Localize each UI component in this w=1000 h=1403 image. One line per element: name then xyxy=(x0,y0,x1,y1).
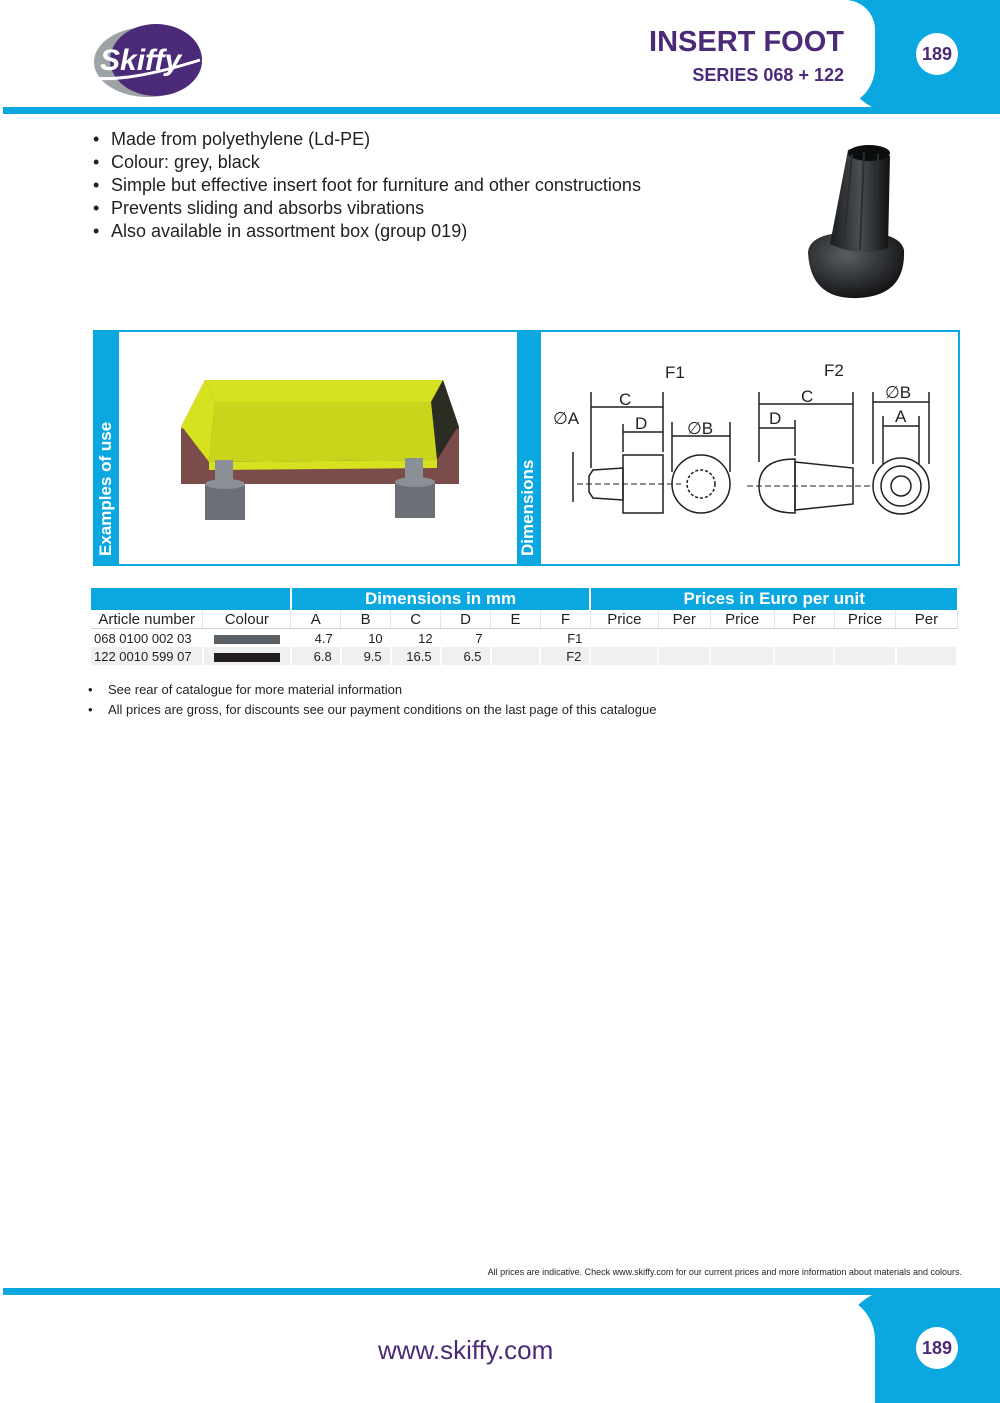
col-header: F xyxy=(540,610,590,629)
feature-item: • Made from polyethylene (Ld-PE) xyxy=(93,128,641,151)
feature-item: • Simple but effective insert foot for furniture and other constructions xyxy=(93,174,641,197)
dim-b: 9.5 xyxy=(341,647,391,665)
dim-a: 6.8 xyxy=(291,647,341,665)
label-a-f2: A xyxy=(895,407,907,426)
dim-e xyxy=(491,629,541,648)
colour-swatch xyxy=(214,653,280,662)
per-cell xyxy=(658,647,710,665)
skiffy-logo[interactable] xyxy=(90,20,210,100)
col-header: C xyxy=(391,610,441,629)
col-header: D xyxy=(441,610,491,629)
col-header: Per xyxy=(774,610,834,629)
page-title: INSERT FOOT xyxy=(649,26,844,58)
example-tray-illustration xyxy=(175,372,465,522)
price-cell xyxy=(590,647,658,665)
col-header: B xyxy=(341,610,391,629)
note-item: • See rear of catalogue for more material information xyxy=(88,680,656,700)
price-cell xyxy=(834,647,896,665)
feature-item: • Also available in assortment box (group 019) xyxy=(93,220,641,243)
feature-item: • Colour: grey, black xyxy=(93,151,641,174)
col-header: Price xyxy=(834,610,896,629)
colour-swatch xyxy=(214,635,280,644)
dim-f: F1 xyxy=(567,630,583,646)
note-item: • All prices are gross, for discounts see our payment conditions on the last page of this catalogue xyxy=(88,700,656,720)
dim-e xyxy=(491,647,541,665)
per-cell xyxy=(774,647,834,665)
dimension-drawings xyxy=(541,352,959,542)
col-header: E xyxy=(491,610,541,629)
col-header: Per xyxy=(896,610,957,629)
dim-f: F2 xyxy=(540,647,590,665)
footer-area xyxy=(560,1295,875,1403)
price-cell xyxy=(710,629,774,648)
dim-c: 12 xyxy=(418,630,433,646)
label-c-f2: C xyxy=(801,387,814,406)
price-cell xyxy=(834,629,896,648)
colour-cell xyxy=(203,629,291,648)
dim-d: 7 xyxy=(475,630,483,646)
logo-text: Skiffy xyxy=(100,44,182,77)
table-column-headers xyxy=(91,610,957,629)
header-bar xyxy=(3,107,1000,114)
dim-d: 6.5 xyxy=(441,647,491,665)
examples-label-bar xyxy=(95,332,119,564)
table-group-prices: Prices in Euro per unit xyxy=(590,588,957,610)
table-row[interactable] xyxy=(91,647,957,665)
per-cell xyxy=(774,629,834,648)
footer-url-link[interactable]: www.skiffy.com xyxy=(378,1335,554,1365)
price-disclaimer: All prices are indicative. Check www.skiffy.com for our current prices and more information about materials and colours. xyxy=(487,1267,962,1277)
price-cell xyxy=(590,629,658,648)
table-group-dimensions: Dimensions in mm xyxy=(291,588,591,610)
notes-list xyxy=(88,680,656,719)
per-cell xyxy=(896,629,957,648)
col-header: Article number xyxy=(91,610,203,629)
dim-a: 4.7 xyxy=(314,630,333,646)
dimensions-label: Dimensions xyxy=(518,459,537,556)
article-table xyxy=(91,588,958,665)
table-header-blank xyxy=(91,588,291,610)
per-cell xyxy=(658,629,710,648)
dimensions-label-bar xyxy=(517,332,541,564)
col-header: A xyxy=(291,610,341,629)
label-dia-a: ∅A xyxy=(553,409,580,428)
label-f1: F1 xyxy=(665,363,685,382)
page-subtitle: SERIES 068 + 122 xyxy=(692,65,844,85)
examples-dimensions-panel xyxy=(93,330,960,566)
price-cell xyxy=(710,647,774,665)
dim-b: 10 xyxy=(368,630,383,646)
label-dia-b-f2: ∅B xyxy=(885,383,912,402)
feature-item: • Prevents sliding and absorbs vibrations xyxy=(93,197,641,220)
article-number: 068 0100 002 03 xyxy=(94,630,192,646)
label-d-f1: D xyxy=(635,414,648,433)
article-number: 122 0010 599 07 xyxy=(91,647,203,665)
feature-list xyxy=(93,128,641,243)
colour-cell xyxy=(203,647,291,665)
label-d-f2: D xyxy=(769,409,782,428)
product-photo xyxy=(800,140,910,305)
per-cell xyxy=(896,647,957,665)
col-header: Price xyxy=(710,610,774,629)
footer-bar xyxy=(3,1288,1000,1295)
table-row[interactable] xyxy=(91,629,957,648)
dim-c: 16.5 xyxy=(391,647,441,665)
col-header: Per xyxy=(658,610,710,629)
footer-page-number-badge: 189 xyxy=(916,1327,958,1369)
label-dia-b-f1: ∅B xyxy=(687,419,714,438)
page-number-badge: 189 xyxy=(916,33,958,75)
label-f2: F2 xyxy=(824,361,844,380)
label-c-f1: C xyxy=(619,390,632,409)
col-header: Colour xyxy=(203,610,291,629)
col-header: Price xyxy=(590,610,658,629)
examples-label: Examples of use xyxy=(96,421,115,556)
